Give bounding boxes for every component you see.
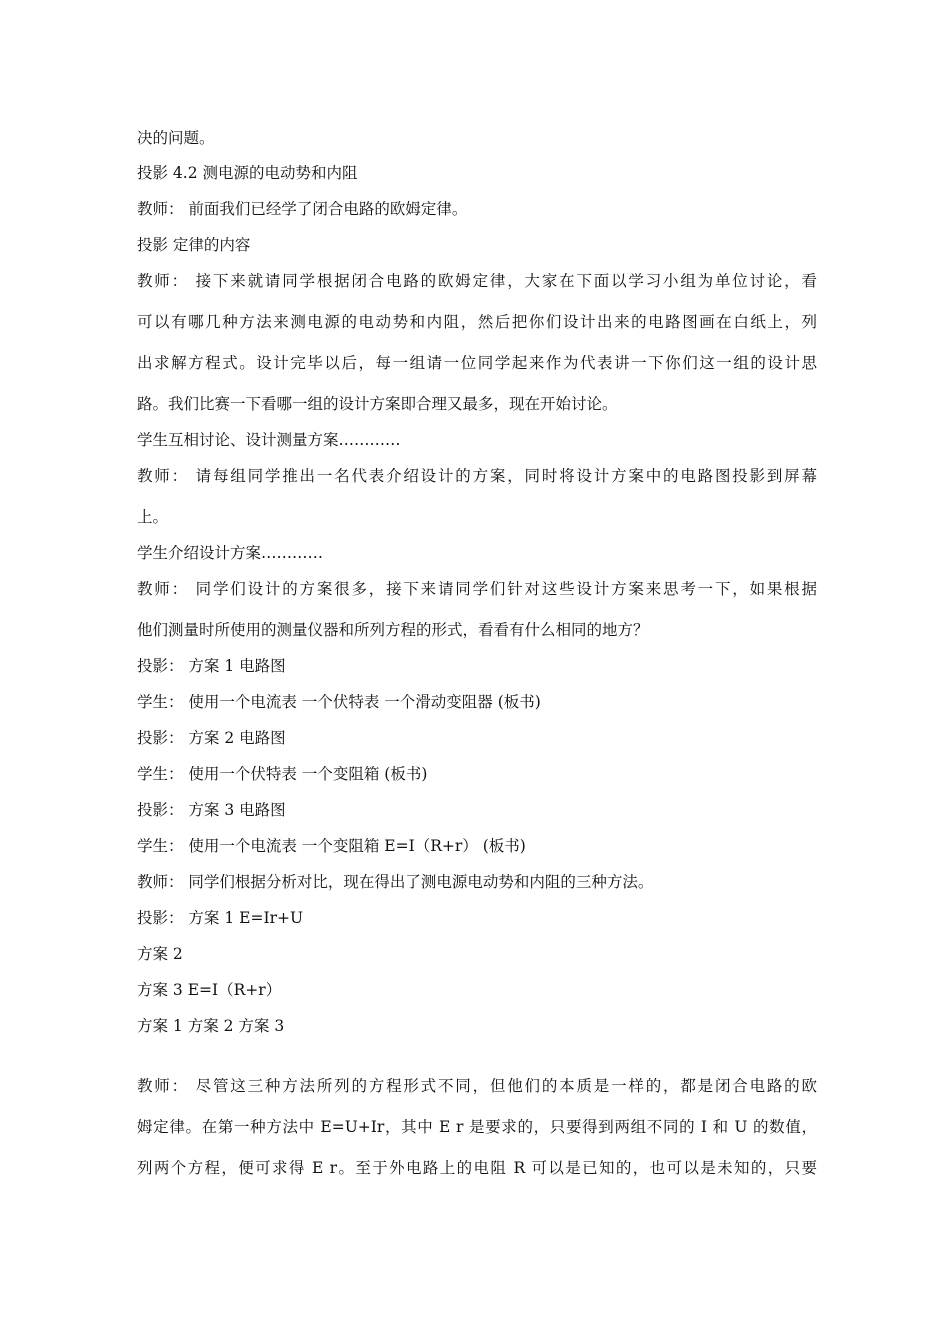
text-line: 列两个方程，便可求得 E r。至于外电路上的电阻 R 可以是已知的，也可以是未知的，只要 <box>137 1159 817 1177</box>
text-line: 学生互相讨论、设计测量方案………… <box>137 431 401 449</box>
text-line: 学生介绍设计方案………… <box>137 544 324 562</box>
text-line: 教师： 接下来就请同学根据闭合电路的欧姆定律，大家在下面以学习小组为单位讨论，看 <box>137 272 817 290</box>
text-line: 教师： 同学们根据分析对比，现在得出了测电源电动势和内阻的三种方法。 <box>137 873 654 891</box>
text-line: 方案 3 E=I（R+r） <box>137 981 282 999</box>
text-line: 路。我们比赛一下看哪一组的设计方案即合理又最多，现在开始讨论。 <box>137 395 618 413</box>
text-line: 上。 <box>137 508 169 526</box>
text-line: 投影： 方案 1 E=Ir+U <box>137 909 304 927</box>
text-line: 学生： 使用一个电流表 一个变阻箱 E=I（R+r） (板书) <box>137 837 526 855</box>
text-line: 投影： 方案 1 电路图 <box>137 657 286 675</box>
text-line: 投影： 方案 2 电路图 <box>137 729 286 747</box>
text-line: 出求解方程式。设计完毕以后，每一组请一位同学起来作为代表讲一下你们这一组的设计思 <box>137 354 817 372</box>
text-line: 投影： 方案 3 电路图 <box>137 801 286 819</box>
text-line: 姆定律。在第一种方法中 E=U+Ir，其中 E r 是要求的，只要得到两组不同的 I 和 U 的数值， <box>137 1118 817 1136</box>
text-line: 决的问题。 <box>137 129 215 147</box>
text-line: 投影 定律的内容 <box>137 236 251 254</box>
text-line: 方案 1 方案 2 方案 3 <box>137 1017 285 1035</box>
text-line: 学生： 使用一个电流表 一个伏特表 一个滑动变阻器 (板书) <box>137 693 541 711</box>
text-line: 投影 4.2 测电源的电动势和内阻 <box>137 164 358 182</box>
text-line: 学生： 使用一个伏特表 一个变阻箱 (板书) <box>137 765 428 783</box>
text-line: 教师： 同学们设计的方案很多，接下来请同学们针对这些设计方案来思考一下，如果根据 <box>137 580 817 598</box>
text-line: 教师： 尽管这三种方法所列的方程形式不同，但他们的本质是一样的，都是闭合电路的欧 <box>137 1077 817 1095</box>
text-line: 方案 2 <box>137 945 183 963</box>
text-line: 教师： 前面我们已经学了闭合电路的欧姆定律。 <box>137 200 468 218</box>
text-line: 他们测量时所使用的测量仪器和所列方程的形式，看看有什么相同的地方？ <box>137 621 649 639</box>
text-line: 可以有哪几种方法来测电源的电动势和内阻，然后把你们设计出来的电路图画在白纸上，列 <box>137 313 817 331</box>
text-line: 教师： 请每组同学推出一名代表介绍设计的方案，同时将设计方案中的电路图投影到屏幕 <box>137 467 817 485</box>
